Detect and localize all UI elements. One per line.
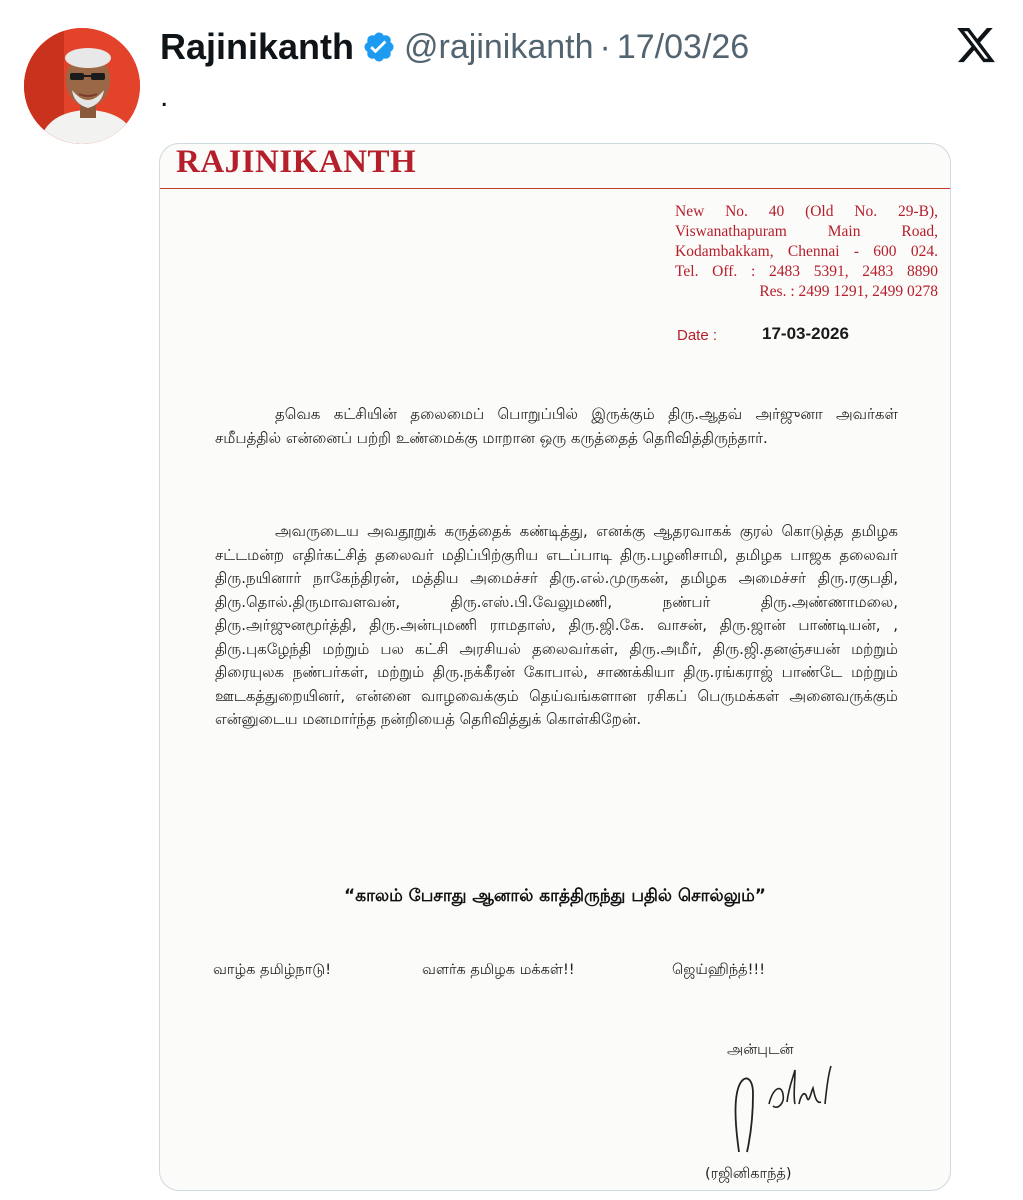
- verified-badge-icon: [362, 30, 396, 64]
- slogan: வளர்க தமிழக மக்கள்!!: [422, 962, 575, 978]
- tweet-header: [160, 22, 749, 72]
- address-line: Tel. Off. : 2483 5391, 2483 8890: [675, 263, 938, 280]
- letterhead-divider: [160, 188, 950, 189]
- address-line: Res. : 2499 1291, 2499 0278: [759, 283, 938, 300]
- letter-date-value: 17-03-2026: [762, 324, 849, 343]
- address-line: Viswanathapuram Main Road,: [675, 223, 938, 240]
- address-line: Kodambakkam, Chennai - 600 024.: [675, 243, 938, 260]
- letter-address: [675, 202, 938, 302]
- author-name[interactable]: Rajinikanth: [160, 26, 355, 67]
- letter-date-label: Date :: [677, 327, 718, 344]
- slogan: ஜெய்ஹிந்த்!!!: [672, 962, 766, 978]
- avatar[interactable]: [24, 28, 140, 144]
- x-logo-icon[interactable]: [955, 24, 997, 66]
- address-line: New No. 40 (Old No. 29-B),: [675, 203, 938, 220]
- tweet-media-letter[interactable]: [159, 143, 951, 1191]
- letter-slogans: [213, 962, 813, 986]
- slogan: வாழ்க தமிழ்நாடு!: [213, 962, 332, 978]
- tweet-date[interactable]: 17/03/26: [616, 27, 750, 66]
- letterhead-name: RAJINIKANTH: [176, 144, 417, 180]
- avatar-image: [24, 28, 140, 144]
- letter-signatory: (ரஜினிகாந்த்): [705, 1166, 792, 1182]
- separator: ·: [599, 27, 611, 66]
- letter-paragraph: தவெக கட்சியின் தலைமைப் பொறுப்பில் இருக்கும் திரு.ஆதவ் அர்ஜுனா அவர்கள் சமீபத்தில் என்னைப் பற்றி உண்மைக்கு மாறான ஒரு கருத்தைத் தெரிவித்திருந்தார்.: [215, 405, 898, 447]
- signature-image: [725, 1064, 865, 1154]
- letter-paragraph: அவருடைய அவதூறுக் கருத்தைக் கண்டித்து, எனக்கு ஆதரவாகக் குரல் கொடுத்த தமிழக சட்டமன்ற எதிர்கட்சித் தலைவர் மதிப்பிற்குரிய எடப்பாடி திரு.பழனிசாமி, தமிழக பாஜக தலைவர் திரு.நயினார் நாகேந்திரன், மத்திய அமைச்சர் திரு.எல்.முருகன், தமிழக அமைச்சர் திரு.ரகுபதி, திரு.தொல்.திருமாவளவன், திரு.எஸ்.பி.வேலுமணி, நண்பர் திரு.அண்ணாமலை, திரு.அர்ஜுனமூர்த்தி, திரு.அன்புமணி ராமதாஸ், திரு.ஜி.கே. வாசன், திரு.ஜான் பாண்டியன், , திரு.புகழேந்தி மற்றும் பல கட்சி அரசியல் தலைவர்கள், திரு.அமீர், திரு.ஜி.தனஞ்சயன் மற்றும் திரையுலக நண்பர்கள், மற்றும் திரு.நக்கீரன் கோபால், சாணக்கியா திரு.ரங்கராஜ் பாண்டே மற்றும் ஊடகத்துறையினர், என்னை வாழவைக்கும் தெய்வங்களான ரசிகப் பெருமக்கள் அனைவருக்கும் என்னுடைய மனமார்ந்த நன்றியைத் தெரிவித்துக் கொள்கிறேன்.: [215, 522, 898, 728]
- tweet-text: .: [160, 80, 169, 113]
- author-handle[interactable]: @rajinikanth: [404, 27, 594, 66]
- letter-closing: அன்புடன்: [727, 1042, 794, 1058]
- letter-quote: “காலம் பேசாது ஆனால் காத்திருந்து பதில் சொல்லும்”: [344, 886, 766, 906]
